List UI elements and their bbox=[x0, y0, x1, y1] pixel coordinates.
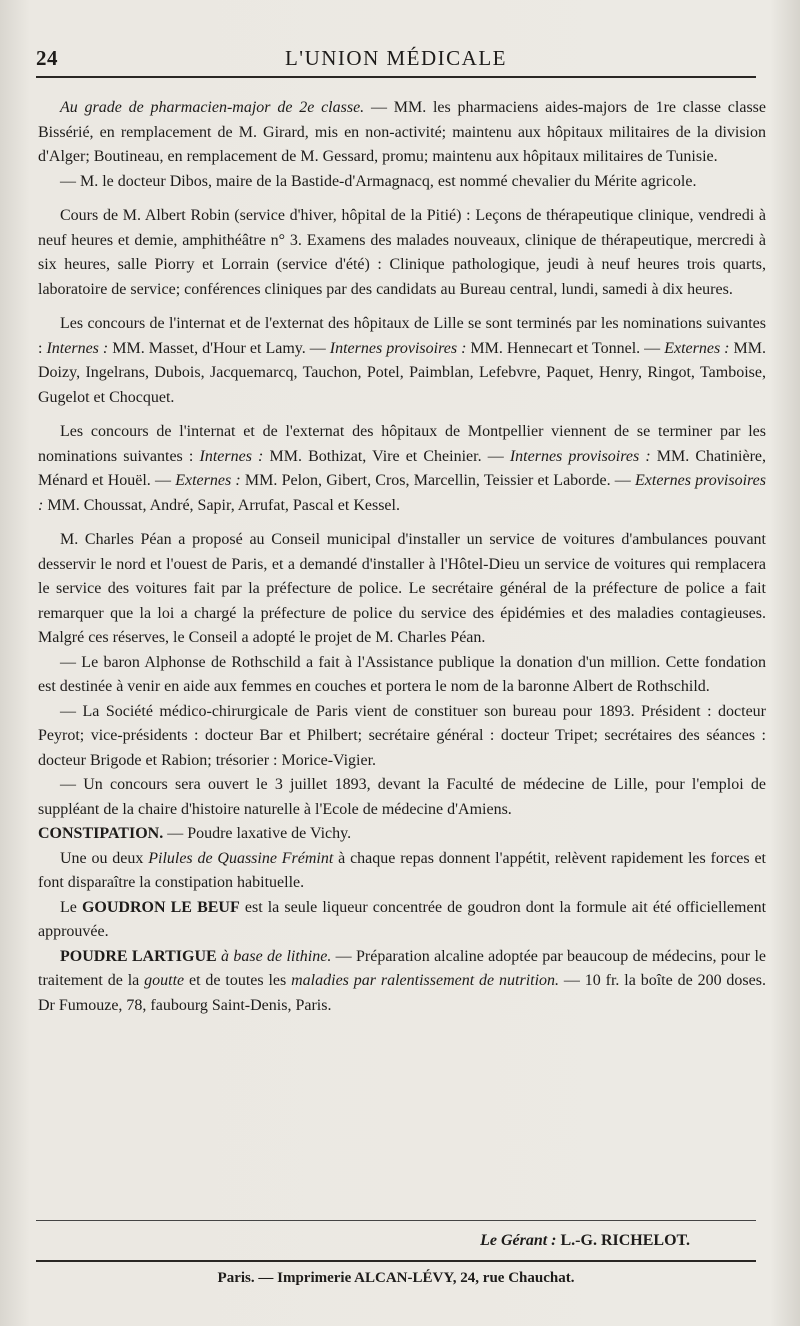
text-run: MM. Chatinière, Ménard et Houël. — bbox=[38, 447, 766, 489]
article-body bbox=[38, 96, 766, 1212]
gerant-line bbox=[480, 1232, 690, 1250]
paragraph-concours-lille bbox=[38, 312, 766, 410]
paragraph-dibos: — M. le docteur Dibos, maire de la Bastide-d'Armagnacq, est nommé chevalier du Mérite agricole. bbox=[60, 172, 697, 190]
page-footer bbox=[36, 1220, 756, 1310]
ad-goudron bbox=[38, 896, 766, 945]
paragraph-cours-robin: Cours de M. Albert Robin (service d'hiver, hôpital de la Pitié) : Leçons de thérapeutique clinique, vendredi à neuf heures et demie, amphithéâtre n° 3. Examens des malades nouveaux, clinique de thérapeutique, mercredi à six heures, salle Piorry et Lorrain (service d'été) : Clinique pathologique, jeudi à neuf heures trois quarts, laboratoire de service; conférences cliniques par des candidats au Bureau central, lundi, samedi à dix heures. bbox=[38, 207, 766, 298]
journal-title: L'UNION MÉDICALE bbox=[284, 46, 507, 70]
ad-title: CONSTIPATION. bbox=[38, 825, 164, 842]
paragraph-concours-montpellier bbox=[38, 420, 766, 518]
ad-text: Une ou deux bbox=[60, 849, 149, 867]
ad-subtitle: à base de lithine. bbox=[216, 947, 332, 965]
page-number: 24 bbox=[36, 46, 58, 70]
paragraph-rothschild: — Le baron Alphonse de Rothschild a fait à l'Assistance publique la donation d'un million. Cette fondation est destinée à venir en aide aux femmes en couches et portera le nom de la baronne Albert de Rothschild. bbox=[38, 653, 766, 695]
paragraph-pharmaciens bbox=[38, 96, 766, 170]
text-run: MM. Hennecart et Tonnel. — bbox=[466, 339, 665, 357]
text-run: MM. Doizy, Ingelrans, Dubois, Jacquemarcq, Tauchon, Potel, Paimblan, Lefebvre, Paquet, Henry, Ringot, Tamboise, Gugelot et Chocquet. bbox=[38, 339, 766, 406]
page-header bbox=[36, 46, 756, 78]
ad-emphasis: goutte bbox=[144, 972, 185, 989]
ad-text: est la seule liqueur concentrée de goudron dont la formule ait été officiellement approuvée. bbox=[38, 898, 766, 940]
label-externes: Externes : bbox=[175, 472, 241, 489]
label-externes: Externes : bbox=[664, 339, 730, 357]
text-run: MM. Masset, d'Hour et Lamy. — bbox=[108, 339, 330, 357]
gerant-name: L.-G. RICHELOT. bbox=[556, 1232, 690, 1249]
ad-text: — Poudre laxative de Vichy. bbox=[163, 825, 352, 842]
ad-brand: GOUDRON LE BEUF bbox=[81, 898, 240, 916]
text-run: MM. Pelon, Gibert, Cros, Marcellin, Teissier et Laborde. — bbox=[240, 472, 635, 489]
paragraph-lead: Au grade de pharmacien-major de 2e classe. bbox=[60, 99, 365, 116]
paragraph-pean: M. Charles Péan a proposé au Conseil municipal d'installer un service de voitures d'ambulances pouvant desservir le nord et l'ouest de Paris, et a demandé d'installer à l'Hôtel-Dieu un service de voitures qui remplacera le service des voitures fait par la préfecture de police. Le secrétaire général de la préfecture de police a fait remarquer que la loi a chargé la préfecture de police du service des épidémies et des maladies contagieuses. Malgré ces réserves, le Conseil a adopté le projet de M. Charles Péan. bbox=[38, 531, 766, 646]
label-internes: Internes : bbox=[199, 447, 264, 465]
ad-quassine bbox=[38, 847, 766, 896]
ad-lartigue bbox=[38, 945, 766, 1019]
text-run: MM. Choussat, André, Sapir, Arrufat, Pascal et Kessel. bbox=[43, 496, 400, 514]
footer-double-rule bbox=[36, 1260, 756, 1262]
label-externes-provisoires: Externes provisoires : bbox=[38, 472, 766, 514]
ad-text: — 10 fr. la boîte de 200 doses. Dr Fumouze, 78, faubourg Saint-Denis, Paris. bbox=[38, 972, 766, 1014]
label-internes: Internes : bbox=[46, 339, 109, 357]
text-run: Les concours de l'internat et de l'externat des hôpitaux de Lille se sont terminés par les nominations suivantes : bbox=[38, 315, 766, 357]
ad-product: Pilules de Quassine Frémint bbox=[148, 849, 334, 867]
paragraph-text: — MM. les pharmaciens aides-majors de 1re classe classe Bissérié, en remplacement de M. Girard, mis en non-activité; maintenu aux hôpitaux militaires de la division d'Alger; Boutineau, en remplacement de M. Gessard, promu; maintenu aux hôpitaux militaires de Tunisie. bbox=[38, 99, 766, 165]
paragraph-concours-amiens: — Un concours sera ouvert le 3 juillet 1893, devant la Faculté de médecine de Lille, pour l'emploi de suppléant de la chaire d'histoire naturelle à l'Ecole de médecine d'Amiens. bbox=[38, 776, 766, 818]
ad-constipation bbox=[38, 822, 766, 847]
paragraph-societe: — La Société médico-chirurgicale de Paris vient de constituer son bureau pour 1893. Président : docteur Peyrot; vice-présidents : docteur Bar et Philbert; secrétaire général : docteur Tripet; secrétaires des séances : docteur Brigode et Rabion; trésorier : Morice-Vigier. bbox=[38, 702, 766, 769]
text-run: Les concours de l'internat et de l'externat des hôpitaux de Montpellier viennent de se terminer par les nominations suivantes : bbox=[38, 423, 766, 465]
gerant-label: Le Gérant : bbox=[480, 1232, 557, 1249]
ad-emphasis: maladies par ralentissement de nutrition. bbox=[291, 972, 560, 989]
ad-text: — Préparation alcaline adoptée par beaucoup de médecins, pour le traitement de la bbox=[38, 947, 766, 989]
footer-rule bbox=[36, 1220, 756, 1221]
ad-text: à chaque repas donnent l'appétit, relèvent rapidement les forces et font disparaître la constipation habituelle. bbox=[38, 849, 766, 891]
label-internes-provisoires: Internes provisoires : bbox=[509, 447, 651, 465]
ad-brand: POUDRE LARTIGUE bbox=[60, 947, 217, 965]
ad-text: Le bbox=[60, 898, 82, 916]
label-internes-provisoires: Internes provisoires : bbox=[329, 339, 467, 357]
printer-imprint: Paris. — Imprimerie ALCAN-LÉVY, 24, rue Chauchat. bbox=[217, 1270, 575, 1286]
ad-text: et de toutes les bbox=[184, 972, 292, 989]
text-run: MM. Bothizat, Vire et Cheinier. — bbox=[263, 447, 510, 465]
